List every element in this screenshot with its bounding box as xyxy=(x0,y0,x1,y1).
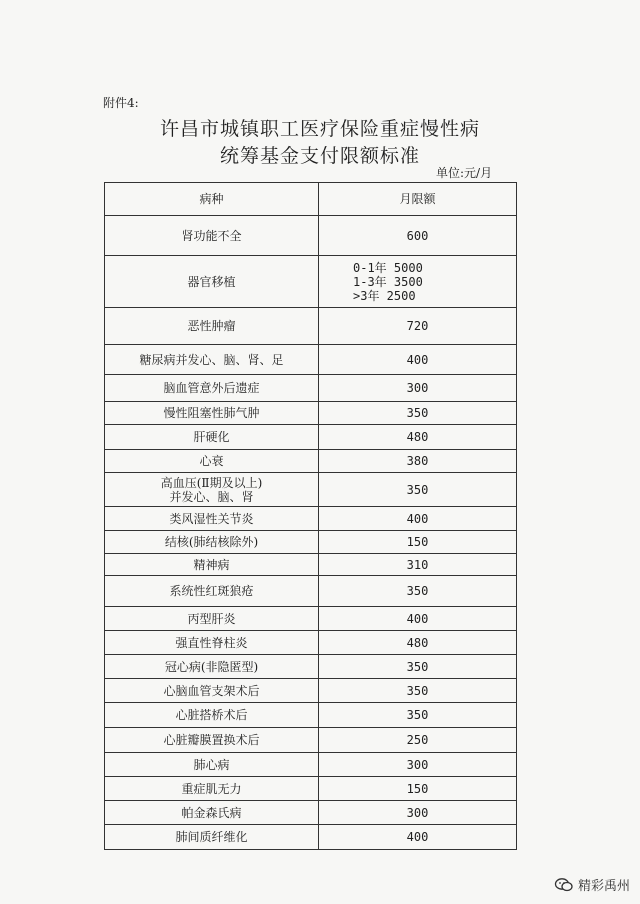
limit-cell: 350 xyxy=(319,655,517,679)
disease-cell: 心衰 xyxy=(105,450,319,473)
table-row xyxy=(105,402,517,425)
limit-cell: 720 xyxy=(319,308,517,345)
table-row xyxy=(105,703,517,728)
table-row xyxy=(105,825,517,850)
limit-cell: 300 xyxy=(319,801,517,825)
disease-cell: 结核(肺结核除外) xyxy=(105,531,319,554)
table-row xyxy=(105,801,517,825)
limit-cell: 350 xyxy=(319,576,517,607)
table-row xyxy=(105,507,517,531)
table-row xyxy=(105,753,517,777)
limit-cell: 150 xyxy=(319,531,517,554)
limit-cell xyxy=(319,256,517,308)
attachment-label: 附件4: xyxy=(103,96,139,110)
header-limit: 月限额 xyxy=(319,183,517,216)
disease-cell: 丙型肝炎 xyxy=(105,607,319,631)
disease-cell: 慢性阻塞性肺气肿 xyxy=(105,402,319,425)
table-row xyxy=(105,531,517,554)
table-row xyxy=(105,425,517,450)
disease-cell xyxy=(105,473,319,507)
watermark xyxy=(554,875,630,894)
table-row xyxy=(105,308,517,345)
table-row xyxy=(105,655,517,679)
disease-cell: 心脏瓣膜置换术后 xyxy=(105,728,319,753)
limit-cell: 300 xyxy=(319,375,517,402)
limit-cell: 150 xyxy=(319,777,517,801)
disease-cell: 恶性肿瘤 xyxy=(105,308,319,345)
limit-cell: 350 xyxy=(319,703,517,728)
table-row xyxy=(105,216,517,256)
table-row xyxy=(105,576,517,607)
limit-cell: 350 xyxy=(319,473,517,507)
limit-cell: 310 xyxy=(319,554,517,576)
limit-cell: 480 xyxy=(319,631,517,655)
limit-cell: 400 xyxy=(319,825,517,850)
table-row xyxy=(105,450,517,473)
table-row xyxy=(105,256,517,308)
disease-cell: 冠心病(非隐匿型) xyxy=(105,655,319,679)
limit-cell: 350 xyxy=(319,679,517,703)
disease-cell: 糖尿病并发心、脑、肾、足 xyxy=(105,345,319,375)
limit-cell: 250 xyxy=(319,728,517,753)
disease-cell: 肺心病 xyxy=(105,753,319,777)
limit-cell: 400 xyxy=(319,607,517,631)
wechat-icon xyxy=(554,877,574,893)
limit-cell: 600 xyxy=(319,216,517,256)
limit-line: >3年 2500 xyxy=(353,288,416,303)
disease-line: 并发心、脑、肾 xyxy=(169,489,254,504)
disease-cell: 心脑血管支架术后 xyxy=(105,679,319,703)
watermark-text: 精彩禹州 xyxy=(577,879,630,894)
disease-cell: 心脏搭桥术后 xyxy=(105,703,319,728)
limit-cell: 380 xyxy=(319,450,517,473)
limit-cell: 300 xyxy=(319,753,517,777)
title-line-2: 统筹基金支付限额标准 xyxy=(219,145,420,167)
table-header-row xyxy=(105,183,517,216)
table-row xyxy=(105,554,517,576)
disease-cell: 重症肌无力 xyxy=(105,777,319,801)
limit-cell: 400 xyxy=(319,345,517,375)
limit-cell: 350 xyxy=(319,402,517,425)
disease-cell: 肾功能不全 xyxy=(105,216,319,256)
disease-cell: 精神病 xyxy=(105,554,319,576)
limit-line: 1-3年 3500 xyxy=(353,274,423,289)
table-row xyxy=(105,345,517,375)
table-row xyxy=(105,631,517,655)
limit-line: 0-1年 5000 xyxy=(353,260,423,275)
table-row xyxy=(105,607,517,631)
disease-cell: 类风湿性关节炎 xyxy=(105,507,319,531)
limit-cell: 480 xyxy=(319,425,517,450)
disease-cell: 脑血管意外后遗症 xyxy=(105,375,319,402)
table-row xyxy=(105,679,517,703)
disease-cell: 强直性脊柱炎 xyxy=(105,631,319,655)
disease-cell: 肝硬化 xyxy=(105,425,319,450)
header-disease: 病种 xyxy=(105,183,319,216)
unit-label: 单位:元/月 xyxy=(436,166,493,180)
table-row xyxy=(105,375,517,402)
disease-cell: 帕金森氏病 xyxy=(105,801,319,825)
limit-cell: 400 xyxy=(319,507,517,531)
disease-cell: 系统性红斑狼疮 xyxy=(105,576,319,607)
title-line-1: 许昌市城镇职工医疗保险重症慢性病 xyxy=(159,118,480,140)
disease-line: 高血压(Ⅱ期及以上) xyxy=(160,475,263,490)
table-row xyxy=(105,728,517,753)
disease-cell: 器官移植 xyxy=(105,256,319,308)
disease-cell: 肺间质纤维化 xyxy=(105,825,319,850)
table-row xyxy=(105,777,517,801)
table-row xyxy=(105,473,517,507)
limits-table xyxy=(104,182,517,850)
